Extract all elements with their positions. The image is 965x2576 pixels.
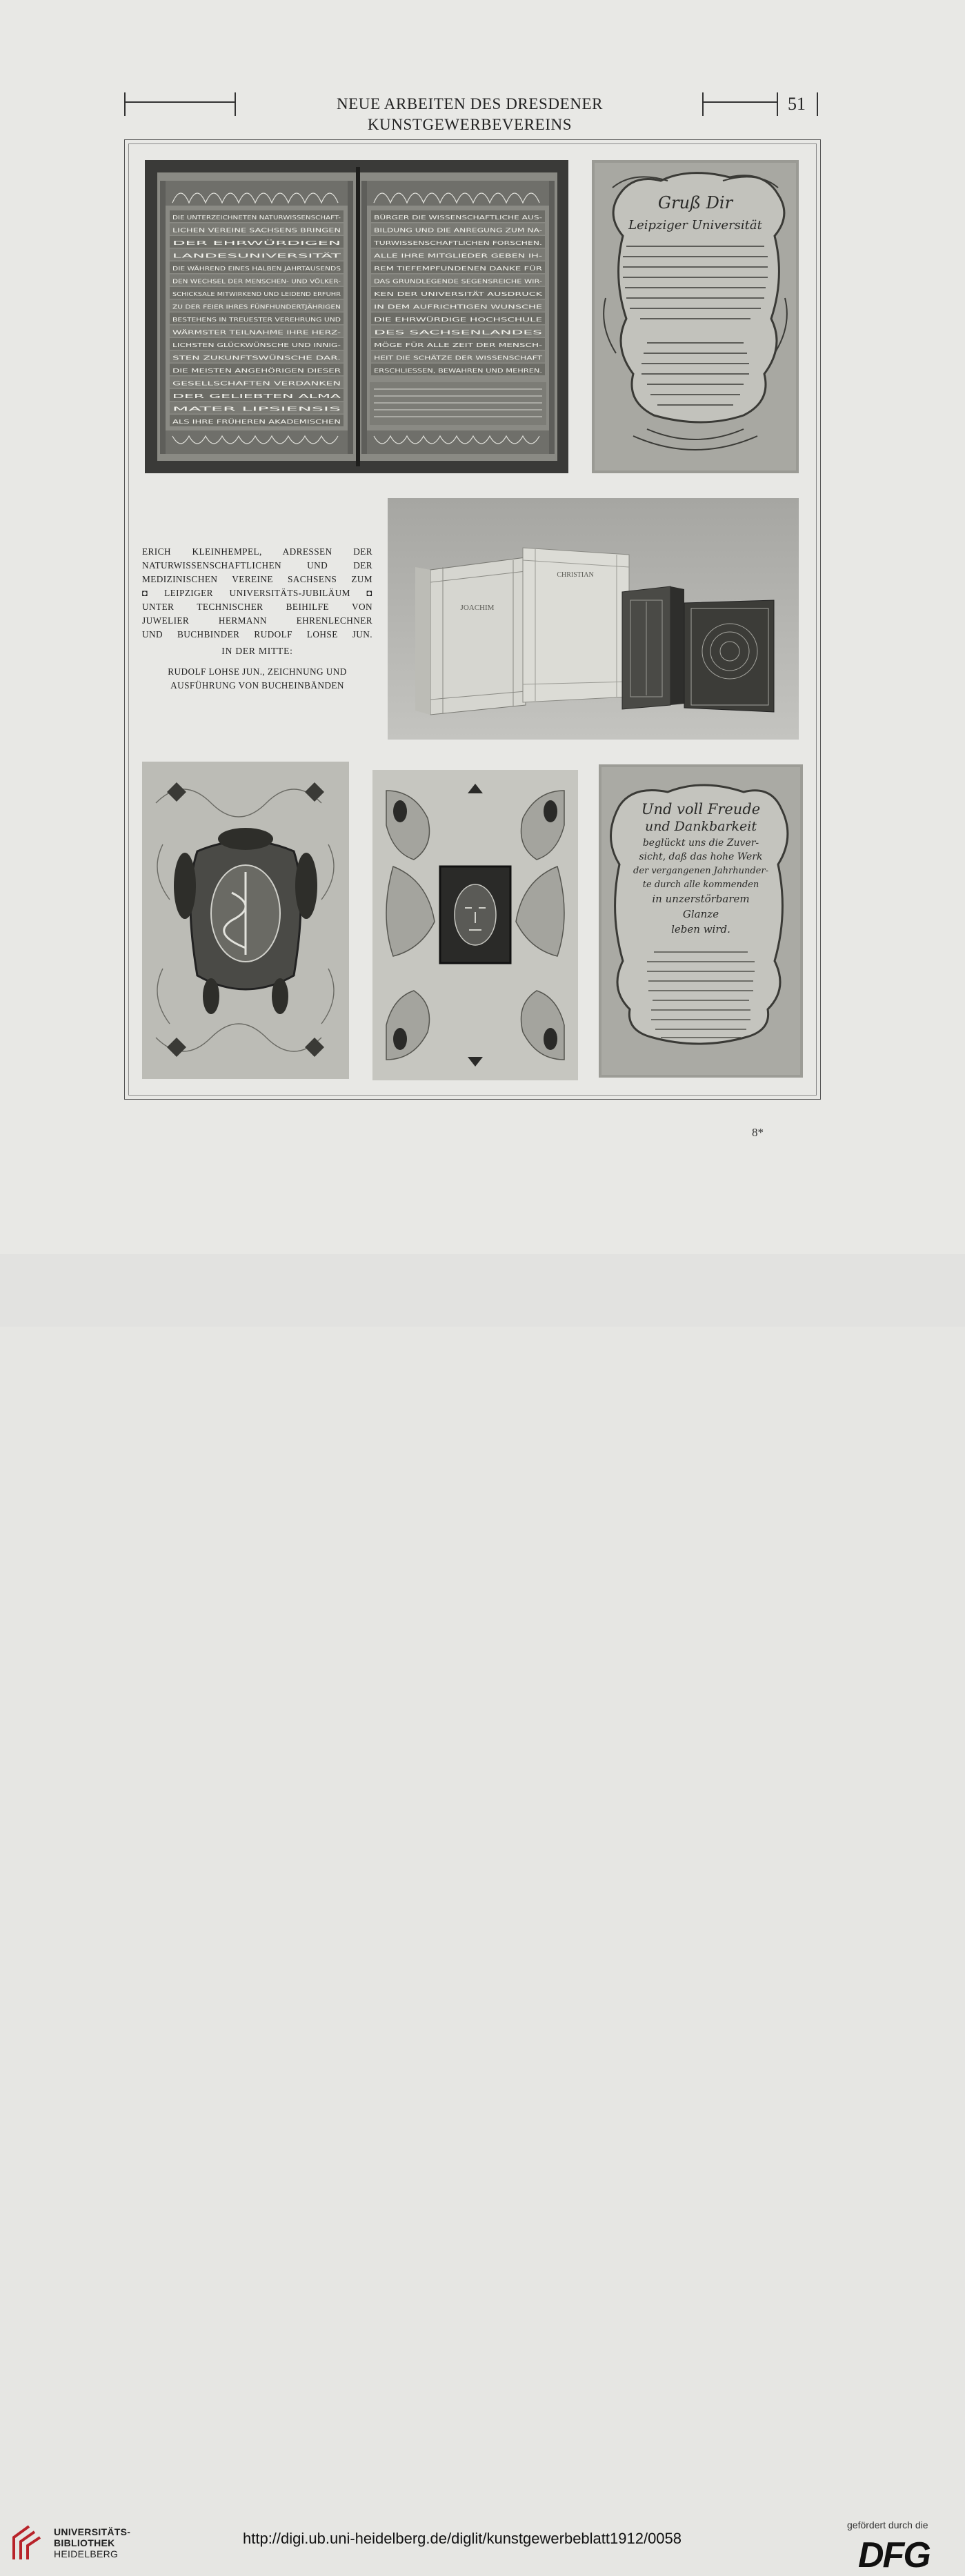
ornamental-cover-left bbox=[142, 762, 349, 1079]
inscription-line: DIE WÄHREND EINES HALBEN JAHRTAUSENDS bbox=[172, 265, 341, 272]
book-christian-label: CHRISTIAN bbox=[557, 571, 594, 579]
freude-plate bbox=[599, 764, 803, 1078]
inscription-line: MÖGE FÜR ALLE ZEIT DER MENSCH- bbox=[374, 341, 543, 348]
permalink-url[interactable]: http://digi.ub.uni-heidelberg.de/diglit/kunstgewerbeblatt1912/0058 bbox=[243, 2530, 682, 2547]
freude-line: leben wird. bbox=[671, 923, 730, 935]
inscription-line: DIE EHRWÜRDIGE HOCHSCHULE bbox=[374, 316, 542, 323]
inscription-line: KEN DER UNIVERSITÄT AUSDRUCK bbox=[374, 290, 544, 297]
library-line: BIBLIOTHEK bbox=[54, 2537, 115, 2548]
scanned-page bbox=[0, 0, 965, 1254]
caption-line: AUSFÜHRUNG VON BUCHEINBÄNDEN bbox=[170, 680, 344, 691]
caption-line: UND BUCHBINDER RUDOLF LOHSE JUN. bbox=[142, 629, 372, 640]
open-book-photo bbox=[145, 160, 568, 473]
header-tick bbox=[124, 92, 126, 116]
inscription-line: DEN WECHSEL DER MENSCHEN- UND VÖLKER- bbox=[172, 277, 341, 285]
library-name bbox=[54, 2526, 130, 2559]
inscription-line: BILDUNG UND DIE ANREGUNG ZUM NA- bbox=[374, 226, 543, 234]
library-line: HEIDELBERG bbox=[54, 2548, 119, 2559]
dfg-logo: DFG bbox=[858, 2535, 930, 2575]
header-rule-left bbox=[124, 101, 235, 103]
header-tick bbox=[235, 92, 236, 116]
footer-bar bbox=[0, 1254, 965, 2575]
inscription-line: TURWISSENSCHAFTLICHEN FORSCHEN. bbox=[372, 239, 542, 246]
page-number: 51 bbox=[788, 94, 806, 114]
freude-line: in unzerstörbarem bbox=[652, 893, 750, 905]
caption-line: NATURWISSENSCHAFTLICHEN UND DER bbox=[142, 560, 372, 571]
inscription-line: REM TIEFEMPFUNDENEN DANKE FÜR bbox=[374, 265, 543, 272]
inscription-line: HEIT DIE SCHÄTZE DER WISSENSCHAFT bbox=[374, 354, 544, 361]
gruss-dir-plate bbox=[592, 160, 799, 473]
caption-line: MEDIZINISCHEN VEREINE SACHSENS ZUM bbox=[142, 574, 372, 584]
caption-line: ERICH KLEINHEMPEL, ADRESSEN DER bbox=[142, 546, 372, 557]
gruss-subtitle: Leipziger Universität bbox=[628, 218, 762, 232]
freude-line: Und voll Freude bbox=[641, 801, 761, 818]
signature-mark: 8* bbox=[752, 1126, 764, 1139]
inscription-line: BESTEHENS IN TREUESTER VEREHRUNG UND bbox=[172, 316, 341, 323]
funder-label: gefördert durch die bbox=[847, 2519, 928, 2530]
freude-line: Glanze bbox=[682, 908, 719, 920]
freude-line: der vergangenen Jahrhunder- bbox=[633, 866, 768, 876]
inscription-line: ZU DER FEIER IHRES FÜNFHUNDERTJÄHRIGEN bbox=[172, 303, 341, 310]
inscription-line: SCHICKSALE MITWIRKEND UND LEIDEND ERFUHR bbox=[172, 290, 341, 297]
inscription-line: DER GELIEBTEN ALMA bbox=[172, 393, 342, 399]
caption-line: JUWELIER HERMANN EHRENLECHNER bbox=[142, 615, 372, 626]
inscription-line: IN DEM AUFRICHTIGEN WUNSCHE bbox=[374, 303, 542, 310]
library-line: UNIVERSITÄTS- bbox=[54, 2526, 131, 2537]
inscription-line: DAS GRUNDLEGENDE SEGENSREICHE WIR- bbox=[374, 277, 543, 285]
caption-main bbox=[142, 545, 372, 642]
caption-line: UNTER TECHNISCHER BEIHILFE VON bbox=[142, 602, 372, 612]
inscription-line: LANDESUNIVERSITÄT bbox=[172, 252, 343, 259]
inscription-line: DIE UNTERZEICHNETEN NATURWISSENSCHAFT- bbox=[172, 214, 341, 221]
caption-line: RUDOLF LOHSE JUN., ZEICHNUNG UND bbox=[168, 666, 347, 677]
inscription-line: ERSCHLIESSEN, BEWAHREN UND MEHREN. bbox=[374, 367, 542, 374]
gruss-title: Gruß Dir bbox=[657, 193, 733, 212]
header-tick bbox=[817, 92, 818, 116]
book-joachim-label: JOACHIM bbox=[460, 604, 495, 612]
inscription-line: MATER LIPSIENSIS bbox=[172, 405, 341, 413]
freude-line: beglückt uns die Zuver- bbox=[642, 838, 759, 849]
running-header-title: NEUE ARBEITEN DES DRESDENER KUNSTGEWERBEVEREINS bbox=[336, 95, 604, 133]
bookbindings-photo bbox=[388, 498, 799, 740]
inscription-line: DIE MEISTEN ANGEHÖRIGEN DIESER bbox=[172, 367, 341, 374]
ub-logo-icon bbox=[10, 2522, 48, 2562]
inscription-line: DER EHRWÜRDIGEN bbox=[172, 239, 341, 246]
freude-line: sicht, daß das hohe Werk bbox=[639, 851, 763, 862]
inscription-line: STEN ZUKUNFTSWÜNSCHE DAR. bbox=[172, 354, 341, 361]
caption-middle-heading: IN DER MITTE: bbox=[221, 646, 293, 656]
inscription-line: ALLE IHRE MITGLIEDER GEBEN IH- bbox=[374, 252, 543, 259]
freude-line: te durch alle kommenden bbox=[642, 880, 759, 890]
inscription-line: DES SACHSENLANDES bbox=[374, 328, 542, 336]
inscription-line: ALS IHRE FRÜHEREN AKADEMISCHEN bbox=[172, 418, 341, 425]
inscription-line: LICHEN VEREINE SACHSENS BRINGEN bbox=[172, 226, 341, 234]
inscription-line: BÜRGER DIE WISSENSCHAFTLICHE AUS- bbox=[374, 214, 543, 221]
inscription-line: LICHSTEN GLÜCKWÜNSCHE UND INNIG- bbox=[172, 341, 341, 348]
caption-line: ◘ LEIPZIGER UNIVERSITÄTS-JUBILÄUM ◘ bbox=[142, 588, 372, 598]
inscription-line: GESELLSCHAFTEN VERDANKEN bbox=[172, 379, 341, 387]
caption-middle bbox=[142, 665, 372, 693]
header-tick bbox=[702, 92, 704, 116]
header-tick bbox=[777, 92, 778, 116]
header-rule-right bbox=[702, 101, 777, 103]
acanthus-cover-middle bbox=[372, 770, 578, 1080]
inscription-line: WÄRMSTER TEILNAHME IHRE HERZ- bbox=[172, 328, 341, 336]
freude-line: und Dankbarkeit bbox=[644, 819, 757, 834]
